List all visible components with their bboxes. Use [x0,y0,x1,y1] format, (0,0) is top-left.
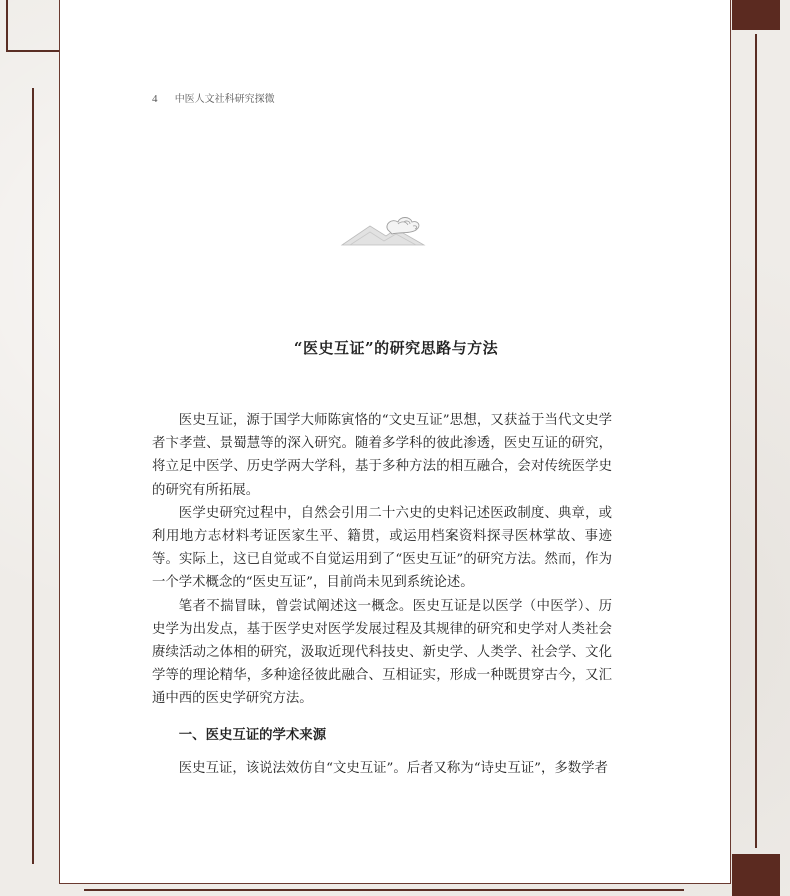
paragraph: 笔者不揣冒昧，曾尝试阐述这一概念。医史互证是以医学（中医学）、历史学为出发点，基于医学史对医学发展过程及其规律的研究和史学对人类社会赓续活动之体相的研究，汲取近现代科技史、新史学、人类学、社会学、文化学等的理论精华，多种途径彼此融合、互相证实，形成一种既贯穿古今，又汇通中西的医史学研究方法。 [152,598,612,707]
frame-line-top-left-v [6,0,8,52]
paragraph: 医史互证，该说法效仿自“文史互证”。后者又称为“诗史互证”，多数学者 [178,760,608,776]
frame-line-top-left-h [6,50,60,52]
frame-line-bottom-h [84,889,684,891]
frame-line-right-v [755,34,757,848]
mountain-cloud-ornament-icon [340,212,430,252]
paragraph: 医学史研究过程中，自然会引用二十六史的史料记述医政制度、典章，或利用地方志材料考证医家生平、籍贯，或运用档案资料探寻医林掌故、事迹等。实际上，这已自觉或不自觉运用到了“医史互证”的研究方法。然而，作为一个学术概念的“医史互证”，目前尚未见到系统论述。 [152,505,612,591]
book-title: 中医人文社科研究探微 [174,94,275,105]
section-heading: 一、医史互证的学术来源 [178,727,327,743]
frame-block-top-right [732,0,780,30]
frame-block-bottom-right [732,854,780,896]
paragraph: 医史互证，源于国学大师陈寅恪的“文史互证”思想，又获益于当代文史学者卞孝萱、景蜀慧等的深入研究。随着多学科的彼此渗透，医史互证的研究，将立足中医学、历史学两大学科，基于多种方法的相互融合，会对传统医学史的研究有所拓展。 [152,413,612,498]
frame-line-left-v [32,88,34,864]
page-number: 4 [152,93,158,105]
chapter-title: “医史互证”的研究思路与方法 [293,339,499,357]
body-text [152,409,612,780]
running-head [152,90,275,105]
book-page [59,0,731,884]
